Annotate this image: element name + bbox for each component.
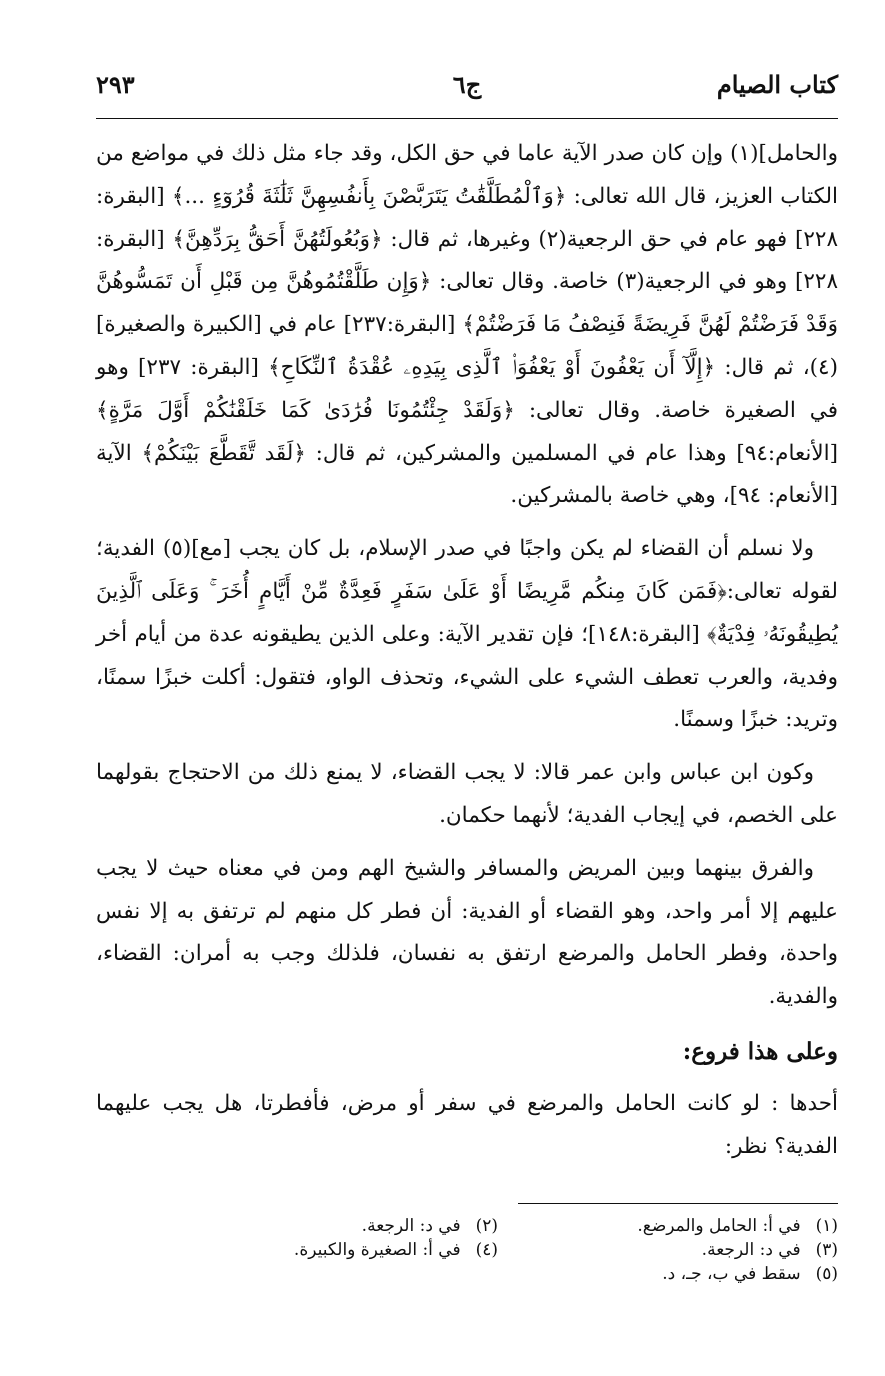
header-divider: [96, 118, 838, 119]
footnote-row: [96, 1262, 838, 1286]
footnote-3: [498, 1238, 838, 1262]
footnote-number: (٣): [815, 1239, 838, 1260]
footnote-text: في د: الرجعة.: [701, 1239, 801, 1260]
page-number: ٢٩٣: [96, 70, 135, 99]
footnote-number: (٢): [475, 1215, 498, 1236]
footnote-row: [96, 1214, 838, 1238]
running-header: [96, 60, 838, 110]
footnote-2: [158, 1214, 498, 1238]
footnote-number: (١): [815, 1215, 838, 1236]
footnote-number: (٤): [475, 1239, 498, 1260]
footnote-1: [498, 1214, 838, 1238]
footnote-text: في أ: الحامل والمرضع.: [637, 1215, 801, 1236]
footnote-text: سقط في ب، جـ، د.: [662, 1263, 801, 1284]
footnote-text: في أ: الصغيرة والكبيرة.: [293, 1239, 461, 1260]
paragraph-qada: ولا نسلم أن القضاء لم يكن واجبًا في صدر الإسلام، بل كان يجب [مع](٥) الفدية؛ لقوله تعالى:﴿فَمَن كَانَ مِنكُم مَّرِيضًا أَوْ عَلَىٰ سَفَرٍ فَعِدَّةٌ مِّنْ أَيَّامٍ أُخَرَ ۚ وَعَلَى ٱلَّذِينَ يُطِيقُونَهُۥ فِدْيَةٌ﴾ [البقرة:١٤٨]؛ فإن تقدير الآية: وعلى الذين يطيقونه عدة من أيام أخر وفدية، والعرب تعطف الشيء على الشيء، وتحذف الواو، فتقول: أكلت خبزًا سمنًا، وتريد: خبزًا وسمنًا.: [96, 536, 838, 733]
section-subheading: وعلى هذا فروع:: [682, 1037, 838, 1065]
footnote-5: [498, 1262, 838, 1286]
footnote-4: [158, 1238, 498, 1262]
footnotes: [96, 1214, 838, 1286]
paragraph-first-branch: أحدها : لو كانت الحامل والمرضع في سفر أو مرض، فأفطرتا، هل يجب عليهما الفدية؟ نظر:: [96, 1090, 838, 1159]
paragraph-difference: والفرق بينهما وبين المريض والمسافر والشيخ الهم ومن في معناه حيث لا يجب عليهم إلا أمر واحد، وهو القضاء أو الفدية: أن فطر كل منهم لم ترتفق به إلا نفس واحدة، وفطر الحامل والمرضع ارتفق به نفسان، فلذلك وجب به أمران: القضاء، والفدية.: [96, 855, 838, 1010]
main-text: [96, 133, 838, 1169]
paragraph-ibn-abbas: وكون ابن عباس وابن عمر قالا: لا يجب القضاء، لا يمنع ذلك من الاحتجاج بقولهما على الخصم، في إيجاب الفدية؛ لأنهما حكمان.: [96, 760, 838, 828]
volume-label: ج٦: [452, 70, 482, 99]
paragraph-verses: والحامل](١) وإن كان صدر الآية عاما في حق الكل، وقد جاء مثل ذلك في مواضع من الكتاب العزيز، قال الله تعالى: ﴿وَٱلْمُطَلَّقَٰتُ يَتَرَبَّصْنَ بِأَنفُسِهِنَّ ثَلَٰثَةَ قُرُوٓءٍ ...﴾ [البقرة: ٢٢٨] فهو عام في حق الرجعية(٢) وغيرها، ثم قال: ﴿وَبُعُولَتُهُنَّ أَحَقُّ بِرَدِّهِنَّ﴾ [البقرة: ٢٢٨] وهو في الرجعية(٣) خاصة. وقال تعالى: ﴿وَإِن طَلَّقْتُمُوهُنَّ مِن قَبْلِ أَن تَمَسُّوهُنَّ وَقَدْ فَرَضْتُمْ لَهُنَّ فَرِيضَةً فَنِصْفُ مَا فَرَضْتُمْ﴾ [البقرة:٢٣٧] عام في [الكبيرة والصغيرة](٤)، ثم قال: ﴿إِلَّآ أَن يَعْفُونَ أَوْ يَعْفُوَا۟ ٱلَّذِى بِيَدِهِۦ عُقْدَةُ ٱلنِّكَاحِ﴾ [البقرة: ٢٣٧] وهو في الصغيرة خاصة. وقال تعالى: ﴿وَلَقَدْ جِئْتُمُونَا فُرَٰدَىٰ كَمَا خَلَقْنَٰكُمْ أَوَّلَ مَرَّةٍ﴾ [الأنعام:٩٤] وهذا عام في المسلمين والمشركين، ثم قال: ﴿لَقَد تَّقَطَّعَ بَيْنَكُمْ﴾ الآية [الأنعام: ٩٤]، وهي خاصة بالمشركين.: [96, 141, 839, 509]
footnote-row: [96, 1238, 838, 1262]
footnote-text: في د: الرجعة.: [361, 1215, 461, 1236]
footnote-number: (٥): [815, 1263, 838, 1284]
book-page: [96, 60, 838, 1286]
book-title: كتاب الصيام: [716, 70, 838, 99]
footnote-divider: [518, 1203, 838, 1204]
